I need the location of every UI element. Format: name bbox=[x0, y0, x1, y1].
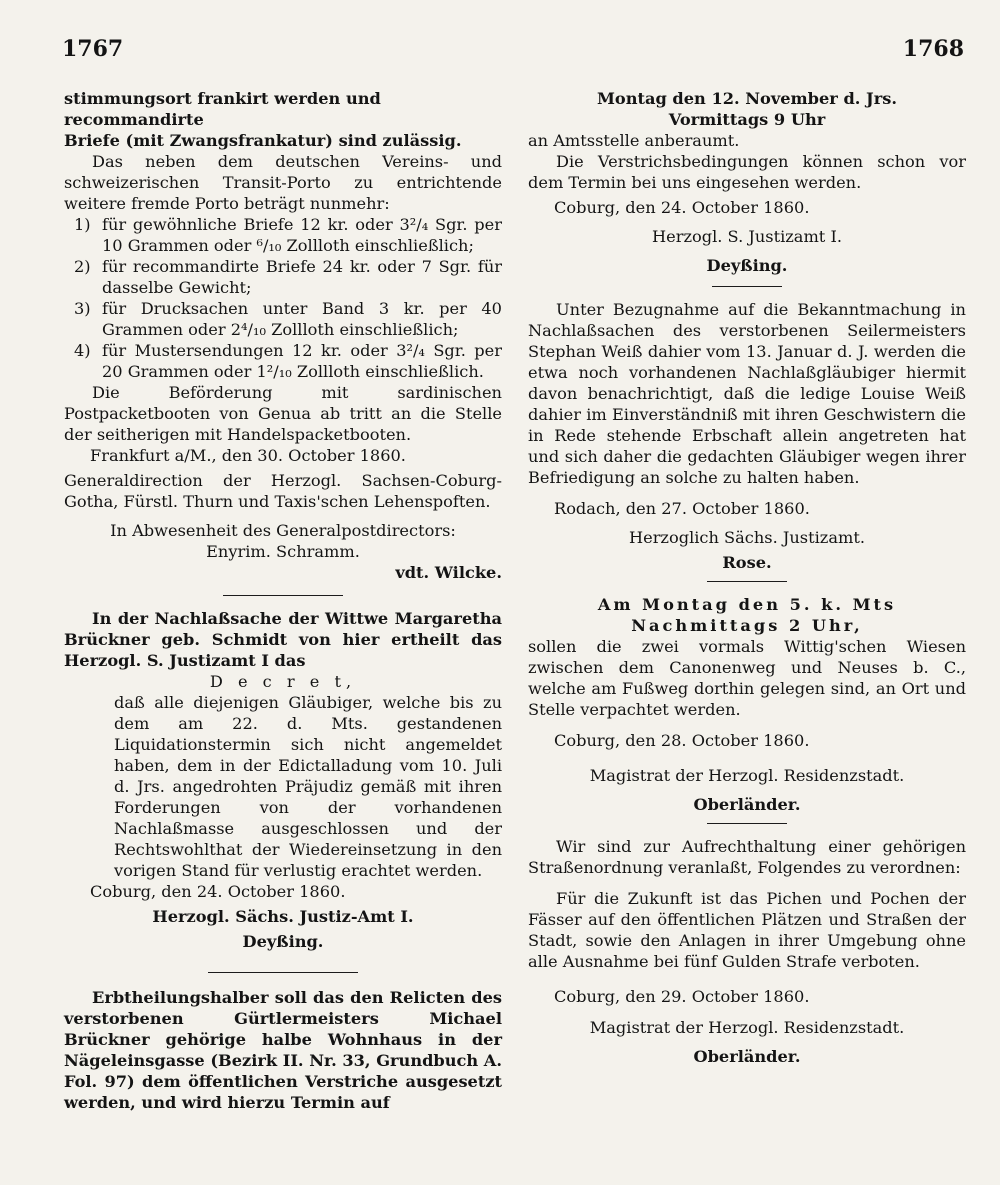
nachlass-authority: Herzoglich Sächs. Justizamt. bbox=[629, 528, 865, 547]
postal-line-2: Briefe (mit Zwangsfrankatur) sind zulässig. bbox=[64, 131, 462, 150]
termin-location: an Amtsstelle anberaumt. bbox=[528, 131, 740, 150]
termin-signature: Deyßing. bbox=[706, 256, 788, 275]
strasse-intro: Wir sind zur Aufrechthaltung einer gehörigen Straßenordnung veranlaßt, Folgendes zu verordnen: bbox=[528, 837, 966, 877]
decret-intro: In der Nachlaßsache der Wittwe Margaretha Brückner geb. Schmidt von hier ertheilt das Herzogl. S. Justizamt I das bbox=[64, 609, 502, 670]
termin-paragraph: Die Verstrichsbedingungen können schon vor dem Termin bei uns eingesehen werden. bbox=[528, 152, 966, 192]
nachlass-signature: Rose. bbox=[722, 553, 772, 572]
list-item: 2) für recommandirte Briefe 24 kr. oder 7 Sgr. für dasselbe Gewicht; bbox=[74, 257, 502, 297]
divider bbox=[707, 581, 787, 582]
wiesen-text: sollen die zwei vormals Wittig'schen Wiesen zwischen dem Canonenweg und Neuses b. C., welche am Fußweg dorthin gelegen sind, an Ort und Stelle verpachtet werden. bbox=[528, 637, 966, 719]
nachlass-text: Unter Bezugnahme auf die Bekanntmachung in Nachlaßsachen des verstorbenen Seilermeisters Stephan Weiß dahier vom 13. Januar d. J. werden die etwa noch vorhandenen Nachlaßgläubiger hiermit davon benachrichtigt, daß die ledige Louise Weiß dahier im Einverständniß mit ihren Geschwistern die in Rede stehende Erbschaft allein angetreten hat und sich daher die gedachten Gläubiger wegen ihrer Befriedigung an solche zu halten haben. bbox=[528, 300, 966, 487]
divider bbox=[208, 972, 358, 973]
termin-date: Montag den 12. November d. Jrs. bbox=[597, 89, 897, 108]
page-number-right: 1768 bbox=[902, 36, 964, 62]
left-column bbox=[64, 88, 502, 1113]
postal-paragraph-sardinian: Die Beförderung mit sardinischen Postpacketbooten von Genua ab tritt an die Stelle der seitherigen mit Handelspacketbooten. bbox=[64, 383, 502, 444]
divider bbox=[223, 595, 343, 596]
postal-paragraph-porto: Das neben dem deutschen Vereins- und schweizerischen Transit-Porto zu entrichtende weitere fremde Porto beträgt nunmehr: bbox=[64, 152, 502, 213]
list-item: 1) für gewöhnliche Briefe 12 kr. oder 3²/₄ Sgr. per 10 Grammen oder ⁶/₁₀ Zollloth einschließlich; bbox=[74, 215, 502, 255]
decret-place-date: Coburg, den 24. October 1860. bbox=[90, 882, 346, 901]
wiesen-date: Am Montag den 5. k. Mts bbox=[597, 595, 897, 614]
termin-time: Vormittags 9 Uhr bbox=[668, 110, 826, 129]
page-number-left: 1767 bbox=[62, 36, 124, 62]
strasse-authority: Magistrat der Herzogl. Residenzstadt. bbox=[589, 1018, 905, 1037]
postal-absence-note: In Abwesenheit des Generalpostdirectors: bbox=[110, 521, 456, 540]
decret-signature: Deyßing. bbox=[242, 932, 324, 951]
right-column bbox=[528, 88, 966, 1067]
postal-names: Enyrim. Schramm. bbox=[206, 542, 360, 561]
termin-authority: Herzogl. S. Justizamt I. bbox=[652, 227, 842, 246]
strasse-place-date: Coburg, den 29. October 1860. bbox=[554, 987, 810, 1006]
postal-line-1: stimmungsort frankirt werden und recommandirte bbox=[64, 89, 381, 129]
wiesen-time: Nachmittags 2 Uhr, bbox=[631, 616, 863, 635]
termin-place-date: Coburg, den 24. October 1860. bbox=[554, 198, 810, 217]
list-item: 4) für Mustersendungen 12 kr. oder 3²/₄ Sgr. per 20 Grammen oder 1²/₁₀ Zollloth einschließlich. bbox=[74, 341, 502, 381]
postal-vdt-signature: vdt. Wilcke. bbox=[395, 563, 502, 582]
decret-body: daß alle diejenigen Gläubiger, welche bis zu dem am 22. d. Mts. gestandenen Liquidationstermin sich nicht angemeldet haben, dem in der Edictalladung vom 10. Juli d. Jrs. angedrohten Präjudiz gemäß mit ihren Forderungen von der vorhandenen Nachlaßmasse ausgeschlossen und der Rechtswohlthat der Wiedereinsetzung in den vorigen Stand für verlustig erachtet werden. bbox=[114, 693, 502, 880]
erbtheilung-text: Erbtheilungshalber soll das den Relicten des verstorbenen Gürtlermeisters Michael Brückner gehörige halbe Wohnhaus in der Nägeleinsgasse (Bezirk II. Nr. 33, Grundbuch A. Fol. 97) dem öffentlichen Verstriche ausgesetzt werden, und wird hierzu Termin auf bbox=[64, 988, 502, 1112]
wiesen-signature: Oberländer. bbox=[693, 795, 801, 814]
postal-place-date: Frankfurt a/M., den 30. October 1860. bbox=[90, 446, 406, 465]
wiesen-authority: Magistrat der Herzogl. Residenzstadt. bbox=[589, 766, 905, 785]
nachlass-place-date: Rodach, den 27. October 1860. bbox=[554, 499, 810, 518]
wiesen-place-date: Coburg, den 28. October 1860. bbox=[554, 731, 810, 750]
porto-list bbox=[64, 214, 502, 382]
decret-authority: Herzogl. Sächs. Justiz-Amt I. bbox=[152, 907, 414, 926]
strasse-text: Für die Zukunft ist das Pichen und Pochen der Fässer auf den öffentlichen Plätzen und Straßen der Stadt, sowie den Anlagen in ihrer Umgebung ohne alle Ausnahme bei fünf Gulden Strafe verboten. bbox=[528, 889, 966, 971]
postal-authority: Generaldirection der Herzogl. Sachsen-Coburg-Gotha, Fürstl. Thurn und Taxis'schen Lehenspoften. bbox=[64, 471, 502, 511]
divider bbox=[707, 823, 787, 824]
divider bbox=[712, 286, 782, 287]
decret-heading: D e c r e t, bbox=[209, 672, 357, 691]
strasse-signature: Oberländer. bbox=[693, 1047, 801, 1066]
list-item: 3) für Drucksachen unter Band 3 kr. per 40 Grammen oder 2⁴/₁₀ Zollloth einschließlich; bbox=[74, 299, 502, 339]
